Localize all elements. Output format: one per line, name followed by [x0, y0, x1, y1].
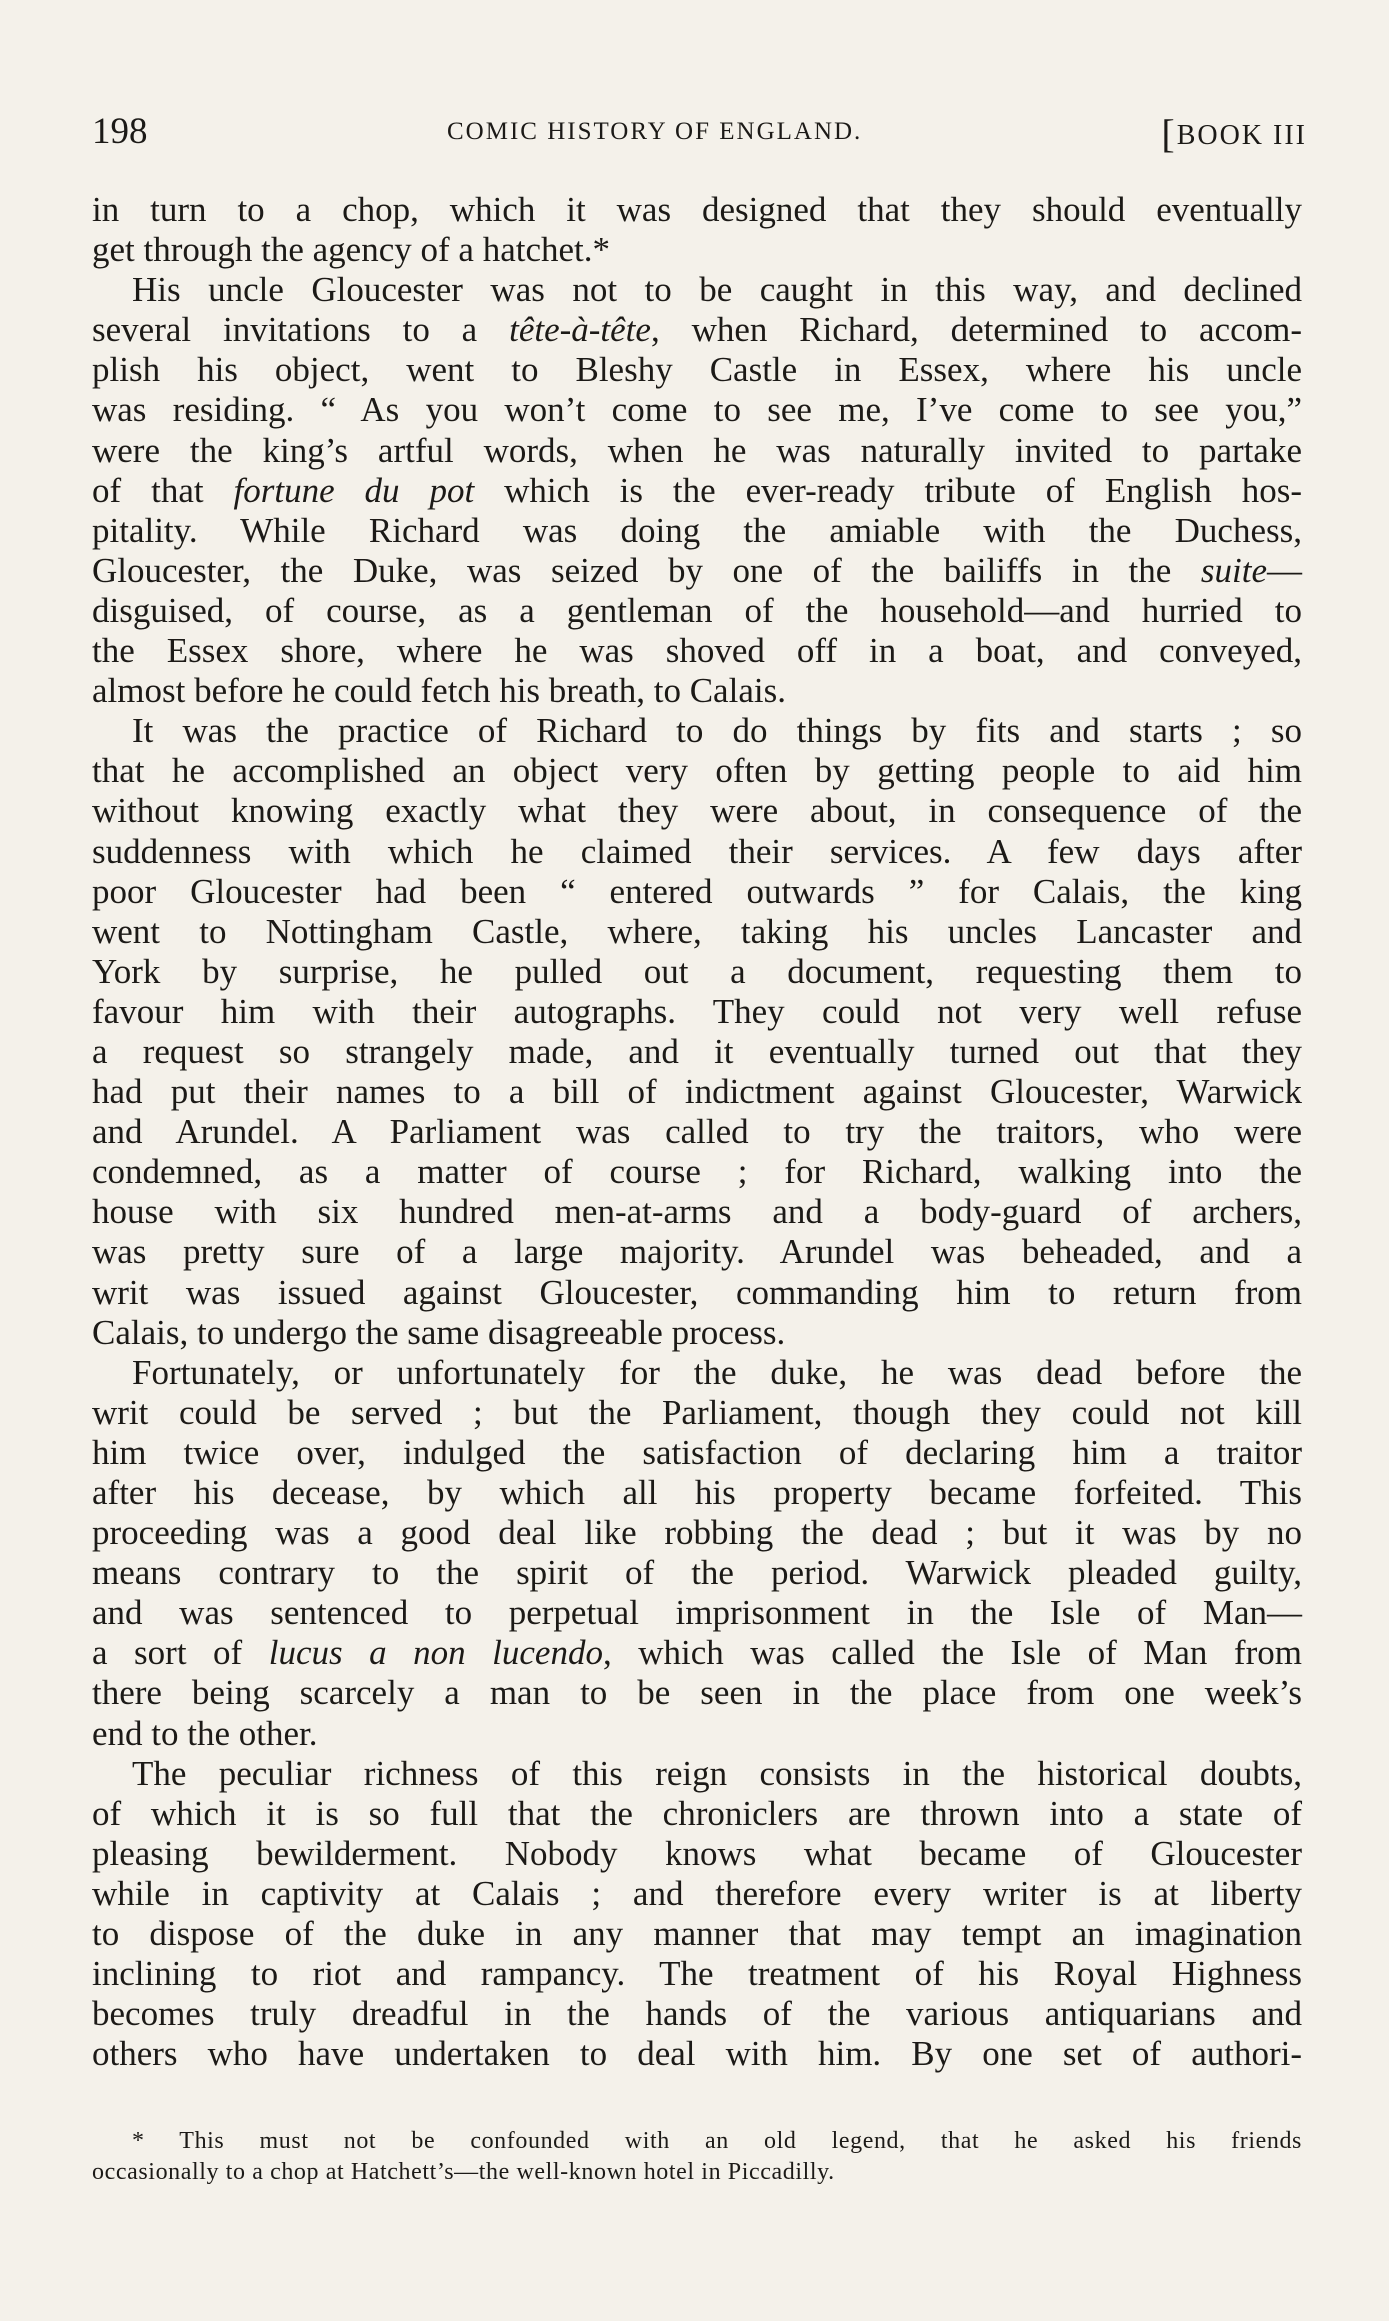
body-text-line: after his decease, by which all his property became forfeited. This [92, 1473, 1302, 1512]
body-text-line: Calais, to undergo the same disagreeable process. [92, 1312, 786, 1352]
body-text-line: plish his object, went to Bleshy Castle in Essex, where his uncle [92, 350, 1302, 390]
footnote-line: occasionally to a chop at Hatchett’s—the well-known hotel in Piccadilly. [92, 2159, 835, 2185]
body-text-line: without knowing exactly what they were about, in consequence of the [92, 791, 1302, 831]
body-text-line: Fortunately, or unfortunately for the duke, he was dead before the [132, 1352, 1302, 1392]
body-text-line: disguised, of course, as a gentleman of the household—and hurried to [92, 590, 1302, 630]
body-text-line: others who have undertaken to deal with him. By one set of authori- [92, 2034, 1302, 2074]
running-head [92, 100, 1307, 160]
body-text-line: of that fortune du pot which is the ever-ready tribute of English hos- [92, 470, 1302, 510]
body-text-line: becomes truly dreadful in the hands of the various antiquarians and [92, 1994, 1302, 2034]
footnote-line: * This must not be confounded with an old legend, that he asked his friends [132, 2128, 1302, 2154]
body-text-line: get through the agency of a hatchet.* [92, 230, 610, 270]
body-text-line: was residing. “ As you won’t come to see me, I’ve come to see you,” [92, 390, 1302, 430]
body-text-line: to dispose of the duke in any manner that may tempt an imagination [92, 1914, 1302, 1954]
footnote [92, 2126, 1302, 2188]
page-number: 198 [92, 111, 148, 152]
body-text-line: a request so strangely made, and it eventually turned out that they [92, 1031, 1302, 1071]
body-text-line: pleasing bewilderment. Nobody knows what became of Gloucester [92, 1833, 1302, 1873]
body-text-line: and was sentenced to perpetual imprisonment in the Isle of Man— [92, 1593, 1302, 1633]
body-text-line: proceeding was a good deal like robbing the dead ; but it was by no [92, 1513, 1302, 1553]
body-text-line: in turn to a chop, which it was designed that they should eventually [92, 190, 1302, 229]
body-text-line: were the king’s artful words, when he was naturally invited to partake [92, 430, 1302, 470]
body-text-line: pitality. While Richard was doing the amiable with the Duchess, [92, 510, 1302, 550]
body-text-line: York by surprise, he pulled out a document, requesting them to [92, 951, 1302, 991]
body-text-line: while in captivity at Calais ; and therefore every writer is at liberty [92, 1873, 1302, 1913]
body-text-line: several invitations to a tête-à-tête, when Richard, determined to accom- [92, 310, 1303, 350]
book-label: [BOOK III [1161, 111, 1307, 156]
body-text-line: inclining to riot and rampancy. The treatment of his Royal Highness [92, 1954, 1302, 1994]
body-text-line: writ could be served ; but the Parliament, though they could not kill [92, 1392, 1302, 1432]
body-text-line: that he accomplished an object very often by getting people to aid him [92, 751, 1302, 791]
body-text-line: favour him with their autographs. They could not very well refuse [92, 991, 1302, 1031]
body-text-line: The peculiar richness of this reign consists in the historical doubts, [132, 1753, 1302, 1793]
body-text-line: a sort of lucus a non lucendo, which was called the Isle of Man from [92, 1633, 1302, 1673]
body-text-line: It was the practice of Richard to do things by fits and starts ; so [132, 711, 1302, 751]
body-text-line: there being scarcely a man to be seen in the place from one week’s [92, 1673, 1302, 1713]
body-text [92, 190, 1302, 2074]
body-text-line: the Essex shore, where he was shoved off in a boat, and conveyed, [92, 631, 1302, 671]
body-text-line: suddenness with which he claimed their services. A few days after [92, 831, 1302, 871]
book-page [92, 100, 1307, 2074]
body-text-line: was pretty sure of a large majority. Arundel was beheaded, and a [92, 1232, 1302, 1272]
body-text-line: writ was issued against Gloucester, commanding him to return from [92, 1272, 1302, 1312]
body-text-line: of which it is so full that the chroniclers are thrown into a state of [92, 1793, 1302, 1833]
body-text-line: condemned, as a matter of course ; for Richard, walking into the [92, 1152, 1302, 1192]
body-text-line: end to the other. [92, 1713, 318, 1753]
body-text-line: house with six hundred men-at-arms and a body-guard of archers, [92, 1192, 1302, 1232]
body-text-line: almost before he could fetch his breath, to Calais. [92, 671, 786, 711]
body-text-line: went to Nottingham Castle, where, taking his uncles Lancaster and [92, 911, 1302, 951]
running-title: COMIC HISTORY OF ENGLAND. [447, 118, 863, 145]
body-text-line: him twice over, indulged the satisfaction of declaring him a traitor [92, 1432, 1302, 1472]
body-text-line: and Arundel. A Parliament was called to try the traitors, who were [92, 1112, 1302, 1152]
body-text-line: means contrary to the spirit of the period. Warwick pleaded guilty, [92, 1553, 1302, 1593]
body-text-line: Gloucester, the Duke, was seized by one of the bailiffs in the suite— [92, 550, 1302, 590]
body-text-line: had put their names to a bill of indictment against Gloucester, Warwick [92, 1072, 1302, 1112]
book-label-text: BOOK III [1176, 120, 1307, 151]
body-text-line: poor Gloucester had been “ entered outwards ” for Calais, the king [92, 871, 1302, 911]
body-text-line: His uncle Gloucester was not to be caught in this way, and declined [132, 270, 1302, 310]
